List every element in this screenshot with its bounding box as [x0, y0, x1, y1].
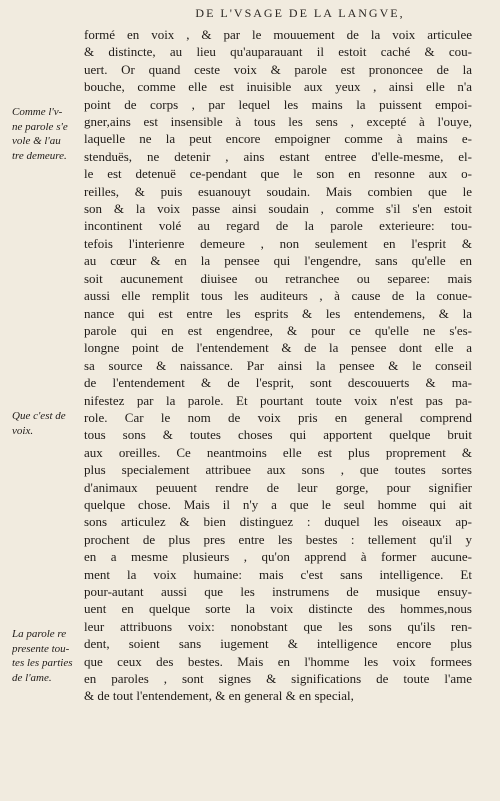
margin-note-line: La parole re: [12, 628, 67, 640]
text-line: prochent de plus pres entre les bestes : tellement qu'il y: [84, 531, 472, 547]
text-line: aux oreilles. Ce neantmoins elle est plus proprement &: [84, 444, 472, 460]
margin-note-line: presente tou-: [12, 642, 70, 655]
text-line: role. Car le nom de voix pris en general comprend: [84, 409, 472, 425]
text-line: ment la voix humaine: mais c'est sans intelligence. Et: [84, 566, 472, 582]
body-text: [84, 26, 472, 705]
text-line: soit aucunement diuisee ou retranchee ou separee: mais: [84, 270, 472, 286]
text-line: plus specialement attribuee aux sons , que toutes sortes: [84, 462, 472, 478]
text-line: formé en voix , & par le mouuement de la voix articulee: [84, 27, 472, 42]
margin-note-line: vole & l'au: [12, 135, 61, 147]
text-line: au cœur & en la pensee qui l'engendre, sans qu'elle en: [84, 253, 472, 269]
text-line: aussi elle remplit tous les auditeurs , à cause de la conue-: [84, 288, 472, 304]
text-line: tous sons & toutes choses qui apportent quelque bruit: [84, 427, 472, 443]
text-line: longne point de l'entendement & de la pensee dont elle a: [84, 340, 472, 356]
text-line: que ceux des bestes. Mais en l'homme les voix formees: [84, 653, 472, 669]
margin-note-line: tes les parties: [12, 657, 73, 669]
text-line: en paroles , sont signes & significations de toute l'ame: [84, 671, 472, 687]
text-line: point de corps , par lequel les mains la puissent empoi-: [84, 96, 472, 112]
text-line: le est detenuë ce-pendant que le son en resonne aux o-: [84, 166, 472, 182]
text-line: en a mesme plusieurs , qu'on apprend à former aucune-: [84, 549, 472, 565]
text-line: & distincte, au lieu qu'auparauant il estoit caché & cou-: [84, 44, 472, 60]
text-line: uert. Or quand ceste voix & parole est prononcee de la: [84, 61, 472, 77]
margin-note-line: ne parole s'e: [12, 120, 68, 133]
text-line: stenduës, ne detenir , ains estant entree d'elle-mesme, el-: [84, 148, 472, 164]
text-line: d'animaux peuuent rendre de leur gorge, pour signifier: [84, 479, 472, 495]
text-line: parole qui en est engendree, & pour ce qu'elle ne s'es-: [84, 322, 472, 338]
text-line: nance qui est entre les esprits & les entendemens, & la: [84, 305, 472, 321]
text-line: laquelle ne la peut encore empoigner comme à mains e-: [84, 131, 472, 147]
text-line: sons articulez & bien distinguez : duquel les oiseaux ap-: [84, 514, 472, 530]
text-line: uent en quelque sorte la voix distincte des hommes,nous: [84, 601, 472, 617]
text-line: nifestez par la parole. Et pourtant toute voix n'est pas pa-: [84, 392, 472, 408]
margin-note-parole: [12, 105, 88, 163]
text-line: dent, soient sans iugement & intelligence encore plus: [84, 636, 472, 652]
text-line: gner,ains est insensible à tous les sens , excepté à l'ouye,: [84, 114, 472, 130]
margin-note-line: voix.: [12, 424, 34, 437]
margin-note-ame: [12, 627, 88, 685]
margin-note-line: Que c'est de: [12, 410, 66, 422]
text-line: quelque chose. Mais il n'y a que le seul homme qui ait: [84, 496, 472, 512]
text-line: pour-autant aussi que les instrumens de musique ensuy-: [84, 584, 472, 599]
text-line: tefois l'interienre demeure , non seulement en l'esprit &: [84, 235, 472, 251]
text-line: de l'entendement & de l'esprit, sont descouuerts & ma-: [84, 375, 472, 391]
text-line: sa source & naissance. Par ainsi la pensee & le conseil: [84, 357, 472, 373]
running-head: DE L'VSAGE DE LA LANGVE,: [195, 6, 405, 20]
margin-note-line: de l'ame.: [12, 671, 52, 684]
text-line: incontinent volé au regard de la parole exterieure: tou-: [84, 218, 472, 234]
text-line: & de tout l'entendement, & en general & en special,: [84, 688, 354, 704]
text-line: son & la voix passe ainsi soudain , comme s'il s'en estoit: [84, 201, 472, 217]
text-line: reilles, & puis esuanouyt soudain. Mais combien que le: [84, 183, 472, 199]
text-line: leur attribuons voix: nonobstant que les sons qu'ils ren-: [84, 618, 472, 634]
margin-note-line: tre demeure.: [12, 149, 67, 162]
margin-note-line: Comme l'v-: [12, 106, 63, 118]
margin-note-voix: [12, 409, 88, 438]
text-line: bouche, comme elle est inuisible aux yeux , ainsi elle n'a: [84, 79, 472, 95]
